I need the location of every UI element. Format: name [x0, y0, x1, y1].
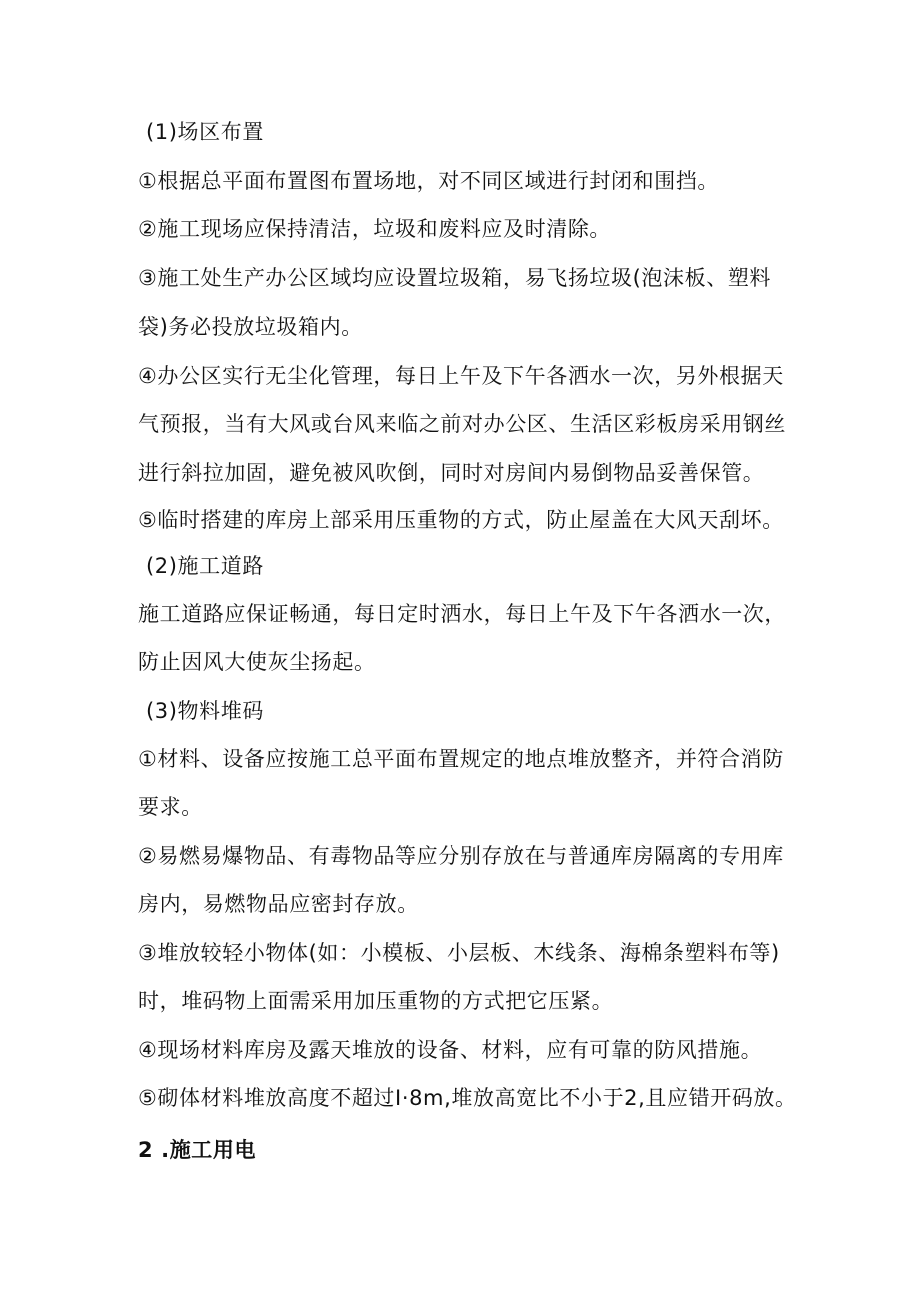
paragraph-line: 防止因风大使灰尘扬起。	[138, 650, 376, 674]
paragraph-line: 气预报，当有大风或台风来临之前对办公区、生活区彩板房采用钢丝	[138, 412, 786, 436]
paragraph-line: ①材料、设备应按施工总平面布置规定的地点堆放整齐，并符合消防	[138, 747, 784, 771]
paragraph-line: 时，堆码物上面需采用加压重物的方式把它压紧。	[138, 989, 614, 1013]
paragraph-line: ②易燃易爆物品、有毒物品等应分别存放在与普通库房隔离的专用库	[138, 844, 784, 868]
paragraph-line: ③施工处生产办公区域均应设置垃圾箱，易飞扬垃圾(泡沫板、塑料	[138, 266, 772, 290]
paragraph-line: ④现场材料库房及露天堆放的设备、材料，应有可靠的防风措施。	[138, 1038, 763, 1062]
paragraph-line: 房内，易燃物品应密封存放。	[138, 892, 419, 916]
paragraph-line: ⑤临时搭建的库房上部采用压重物的方式，防止屋盖在大风天刮坏。	[138, 508, 784, 532]
paragraph-line: 要求。	[138, 795, 203, 819]
paragraph-line: 施工道路应保证畅通，每日定时洒水，每日上午及下午各洒水一次，	[138, 602, 786, 626]
section-heading-construction-power: 2 .施工用电	[138, 1138, 257, 1162]
paragraph-line: 进行斜拉加固，避免被风吹倒，同时对房间内易倒物品妥善保管。	[138, 461, 765, 485]
paragraph-line: ⑤砌体材料堆放高度不超过I·8m,堆放高宽比不小于2,且应错开码放。	[138, 1086, 797, 1110]
paragraph-line: ③堆放较轻小物体(如：小模板、小层板、木线条、海棉条塑料布等)	[138, 941, 780, 965]
paragraph-line: ①根据总平面布置图布置场地，对不同区域进行封闭和围挡。	[138, 169, 720, 193]
paragraph-line: ④办公区实行无尘化管理，每日上午及下午各洒水一次，另外根据天	[138, 364, 784, 388]
paragraph-line: ②施工现场应保持清洁，垃圾和废料应及时清除。	[138, 217, 612, 241]
heading-site-layout: (1)场区布置	[146, 120, 264, 144]
heading-construction-road: (2)施工道路	[146, 554, 264, 578]
heading-material-stacking: (3)物料堆码	[146, 699, 264, 723]
paragraph-line: 袋)务必投放垃圾箱内。	[138, 315, 363, 339]
